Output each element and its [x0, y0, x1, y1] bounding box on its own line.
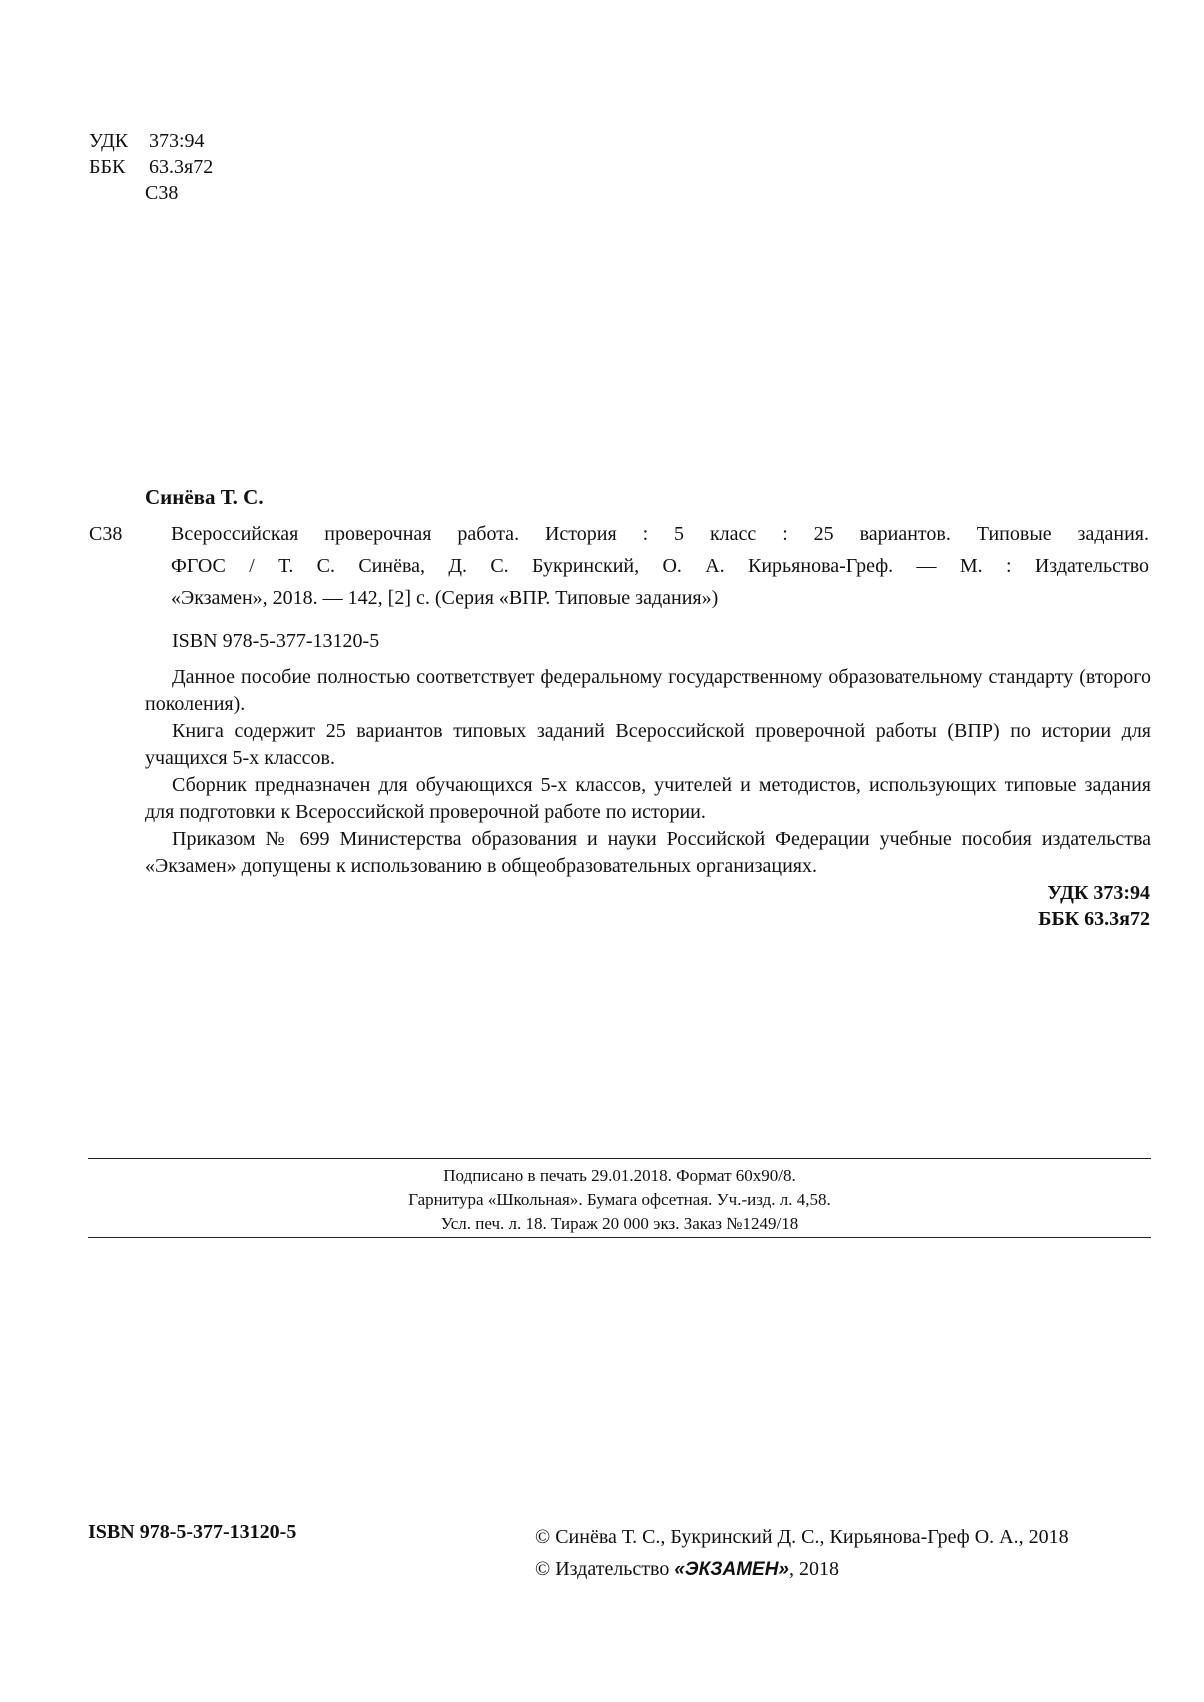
annotation-paragraph: Приказом № 699 Министерства образования и науки Российской Федерации учебные пособия издательства «Экзамен» допущены к использованию в общеобразовательных организациях. — [145, 828, 1151, 877]
top-classification-indices — [89, 128, 213, 206]
bbk-code: ББК 63.3я72 — [1038, 908, 1150, 930]
copyright-publisher-prefix: © Издательство — [535, 1558, 675, 1580]
imprint-bottom-rule — [88, 1237, 1151, 1238]
annotation-paragraph: Книга содержит 25 вариантов типовых заданий Всероссийской проверочной работы (ВПР) по истории для учащихся 5-х классов. — [145, 720, 1151, 769]
udk-label: УДК — [89, 130, 129, 152]
copyright-publisher — [535, 1553, 1069, 1586]
copyright-publisher-suffix: , 2018 — [788, 1558, 839, 1580]
biblio-line-3: «Экзамен», 2018. — 142, [2] с. (Серия «ВПР. Типовые задания») — [171, 587, 719, 609]
biblio-line-1: Всероссийская проверочная работа. История : 5 класс : 25 вариантов. Типовые задания. — [171, 523, 1149, 545]
annotation-paragraph: Данное пособие полностью соответствует федеральному государственному образовательному стандарту (второго поколения). — [145, 666, 1151, 715]
annotation — [145, 664, 1151, 880]
author-mark: С38 — [89, 523, 123, 545]
bbk-value: 63.3я72 — [149, 156, 214, 178]
classification-right — [960, 880, 1150, 932]
udk-value: 373:94 — [149, 130, 205, 152]
udk-row — [89, 128, 213, 154]
isbn-record: ISBN 978-5-377-13120-5 — [172, 630, 380, 652]
biblio-line-2: ФГОС / Т. С. Синёва, Д. С. Букринский, О. А. Кирьянова-Греф. — М. : Издательство — [171, 555, 1149, 577]
author-heading: Синёва Т. С. — [145, 485, 264, 509]
isbn-footer: ISBN 978-5-377-13120-5 — [88, 1521, 297, 1543]
imprint-line-1: Подписано в печать 29.01.2018. Формат 60x90/8. — [443, 1166, 796, 1185]
author-mark-top: С38 — [145, 182, 179, 204]
imprint-line-3: Усл. печ. л. 18. Тираж 20 000 экз. Заказ №1249/18 — [440, 1214, 799, 1233]
bbk-label: ББК — [89, 156, 126, 178]
imprint-top-rule — [88, 1158, 1151, 1159]
imprint-line-2: Гарнитура «Школьная». Бумага офсетная. Уч.-изд. л. 4,58. — [408, 1190, 831, 1209]
printing-details — [88, 1164, 1151, 1236]
copyright-authors: © Синёва Т. С., Букринский Д. С., Кирьянова-Греф О. А., 2018 — [535, 1526, 1069, 1548]
bbk-row — [89, 154, 213, 180]
udk-code: УДК 373:94 — [1047, 882, 1150, 904]
annotation-paragraph: Сборник предназначен для обучающихся 5-х классов, учителей и методистов, использующих типовые задания для подготовки к Всероссийской проверочной работе по истории. — [145, 774, 1151, 823]
publisher-brand: «ЭКЗАМЕН» — [674, 1559, 789, 1580]
copyright-block — [535, 1521, 1069, 1586]
